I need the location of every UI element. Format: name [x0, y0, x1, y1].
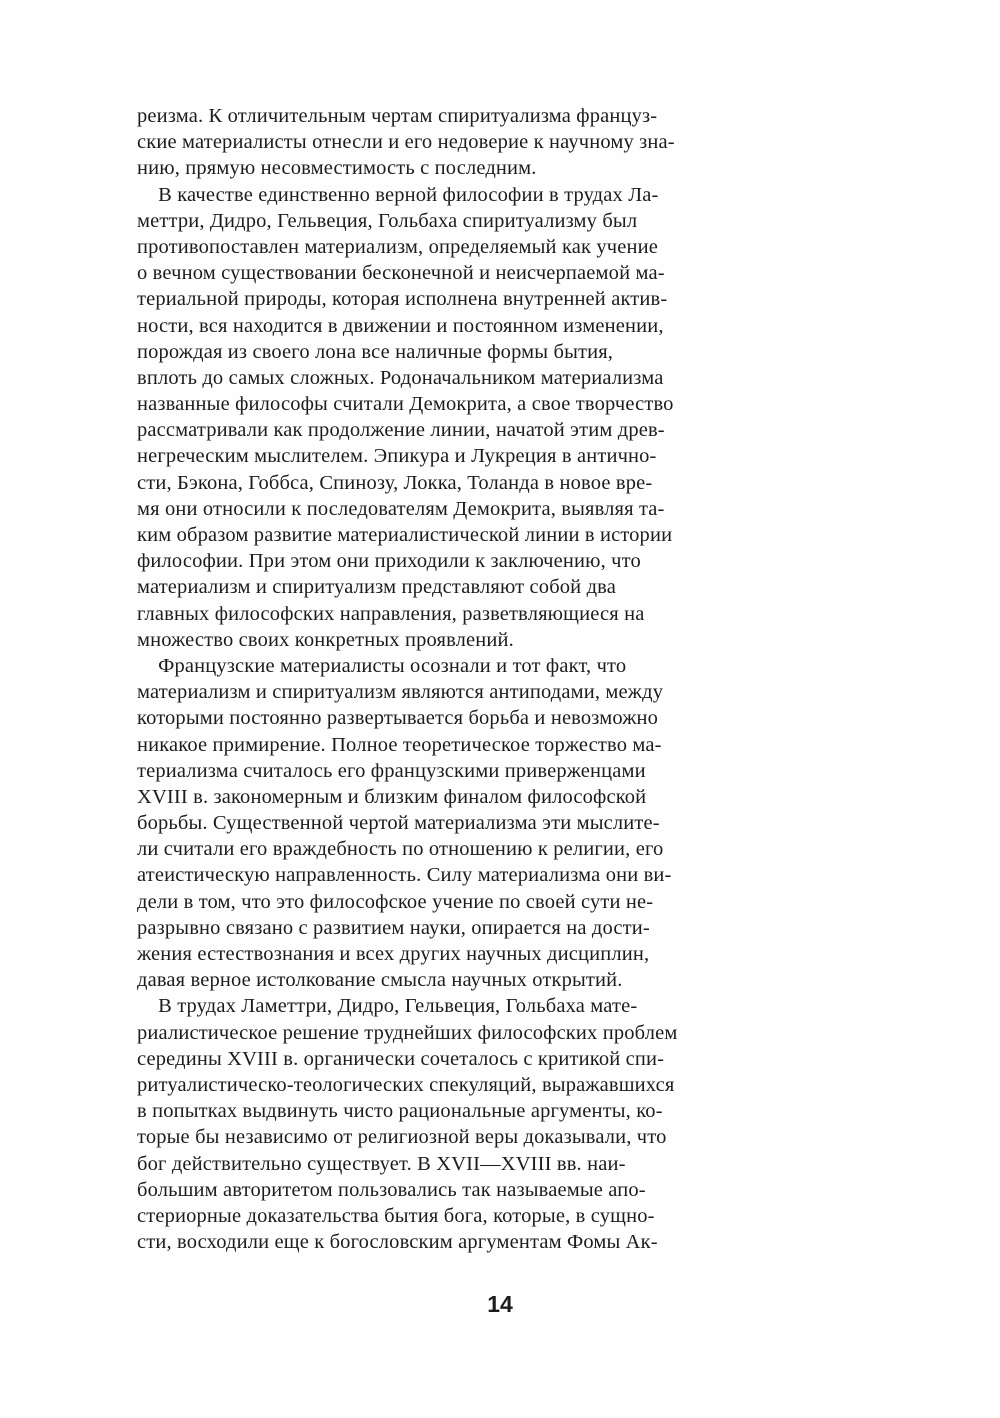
text-line: противопоставлен материализм, определяемый как учение [137, 235, 658, 258]
text-line: териальной природы, которая исполнена внутренней актив- [137, 288, 668, 311]
text-line: нию, прямую несовместимость с последним. [137, 157, 537, 180]
text-line: философии. При этом они приходили к заключению, что [137, 550, 641, 573]
text-line: торые бы независимо от религиозной веры доказывали, что [137, 1126, 667, 1149]
text-line: атеистическую направленность. Силу материализма они ви- [137, 864, 672, 887]
text-line: бог действительно существует. В XVII—XVIII вв. наи- [137, 1152, 626, 1175]
text-line: ли считали его враждебность по отношению к религии, его [137, 838, 664, 861]
text-line: негреческим мыслителем. Эпикура и Лукреция в антично- [137, 445, 657, 468]
text-line: XVIII в. закономерным и близким финалом философской [137, 785, 647, 808]
text-line: в попытках выдвинуть чисто рациональные аргументы, ко- [137, 1100, 663, 1123]
page-number: 14 [487, 1291, 513, 1317]
text-line: мя они относили к последователям Демокрита, выявляя та- [137, 497, 665, 520]
text-line: реизма. К отличительным чертам спиритуализма француз- [137, 105, 658, 127]
text-line: ким образом развитие материалистической линии в истории [137, 524, 673, 546]
text-line: никакое примирение. Полное теоретическое торжество ма- [137, 733, 662, 756]
text-line: большим авторитетом пользовались так называемые апо- [137, 1178, 646, 1201]
text-line: В трудах Ламеттри, Дидро, Гельвеция, Гольбаха мате- [137, 995, 638, 1018]
text-line: давая верное истолкование смысла научных открытий. [137, 969, 623, 992]
text-line: вплоть до самых сложных. Родоначальником материализма [137, 366, 664, 389]
text-line: главных философских направления, разветвляющиеся на [137, 602, 645, 625]
text-line: разрывно связано с развитием науки, опирается на дости- [137, 916, 650, 939]
text-line: риалистическое решение труднейших философских проблем [137, 1021, 678, 1044]
text-line: которыми постоянно развертывается борьба и невозможно [137, 707, 659, 730]
text-line: материализм и спиритуализм представляют собой два [137, 576, 616, 599]
text-line: ритуалистическо-теологических спекуляций, выражавшихся [137, 1073, 675, 1096]
text-line: порождая из своего лона все наличные формы бытия, [137, 340, 614, 363]
text-line: жения естествознания и всех других научных дисциплин, [137, 943, 650, 965]
text-line: материализм и спиритуализм являются антиподами, между [137, 681, 664, 704]
text-line: териализма считалось его французскими приверженцами [137, 759, 646, 782]
text-line: рассматривали как продолжение линии, начатой этим древ- [137, 419, 665, 442]
text-line: стериорные доказательства бытия бога, которые, в сущно- [137, 1204, 655, 1227]
text-line: о вечном существовании бесконечной и неисчерпаемой ма- [137, 262, 665, 285]
text-line: меттри, Дидро, Гельвеция, Гольбаха спиритуализму был [137, 209, 638, 232]
text-line: сти, восходили еще к богословским аргументам Фомы Ак- [137, 1231, 658, 1254]
text-line: ности, вся находится в движении и постоянном изменении, [137, 314, 664, 337]
text-line: середины XVIII в. органически сочеталось с критикой спи- [137, 1047, 665, 1070]
text-line: борьбы. Существенной чертой материализма эти мыслите- [137, 812, 660, 835]
text-line: сти, Бэкона, Гоббса, Спинозу, Локка, Толанда в новое вре- [137, 471, 653, 494]
text-line: дели в том, что это философское учение по своей сути не- [137, 890, 654, 913]
body-text [137, 103, 837, 1255]
text-line: множество своих конкретных проявлений. [137, 628, 514, 651]
text-line: ские материалисты отнесли и его недоверие к научному зна- [137, 131, 675, 154]
text-line: В качестве единственно верной философии в трудах Ла- [137, 183, 659, 206]
text-line: названные философы считали Демокрита, а свое творчество [137, 393, 674, 416]
text-line: Французские материалисты осознали и тот факт, что [137, 654, 627, 677]
